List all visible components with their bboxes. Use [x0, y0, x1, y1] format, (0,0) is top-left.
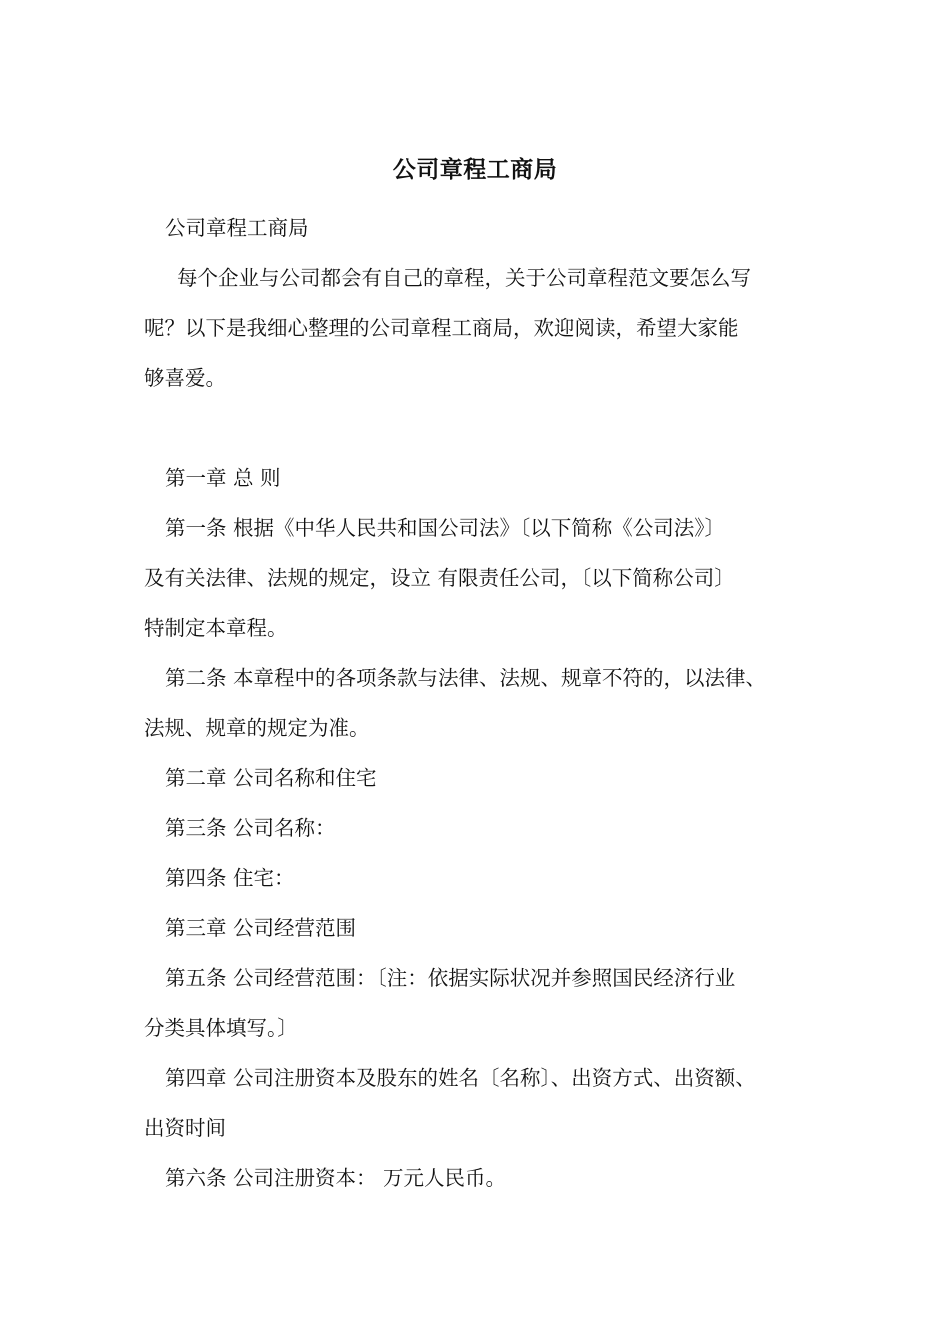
document-title: 公司章程工商局	[392, 156, 558, 183]
article-line: 及有关法律、法规的规定，设立 有限责任公司，〔以下简称公司〕	[144, 566, 735, 590]
article-line: 特制定本章程。	[144, 616, 288, 640]
paragraph-line: 每个企业与公司都会有自己的章程，关于公司章程范文要怎么写	[177, 266, 751, 290]
document-body	[144, 203, 834, 1203]
article-line: 第三条 公司名称：	[165, 816, 336, 840]
article-line: 第四条 住宅：	[165, 866, 295, 890]
paragraph-line: 够喜爱。	[144, 366, 226, 390]
article-line: 第一条 根据《中华人民共和国公司法》〔以下简称《公司法》〕	[165, 516, 726, 540]
chapter-heading: 第四章 公司注册资本及股东的姓名〔名称〕、出资方式、出资额、	[165, 1066, 756, 1090]
paragraph-line: 呢？以下是我细心整理的公司章程工商局，欢迎阅读，希望大家能	[144, 316, 739, 340]
article-line: 法规、规章的规定为准。	[144, 716, 370, 740]
article-line: 第六条 公司注册资本： 万元人民币。	[165, 1166, 507, 1190]
article-line: 第二条 本章程中的各项条款与法律、法规、规章不符的，以法律、	[165, 666, 767, 690]
subtitle-line: 公司章程工商局	[165, 216, 309, 240]
chapter-heading: 出资时间	[144, 1116, 226, 1140]
chapter-heading: 第一章 总 则	[165, 466, 281, 490]
blank-line	[144, 403, 834, 453]
article-line: 分类具体填写。〕	[144, 1016, 298, 1040]
chapter-heading: 第三章 公司经营范围	[165, 916, 357, 940]
article-line: 第五条 公司经营范围：〔注：依据实际状况并参照国民经济行业	[165, 966, 736, 990]
chapter-heading: 第二章 公司名称和住宅	[165, 766, 377, 790]
